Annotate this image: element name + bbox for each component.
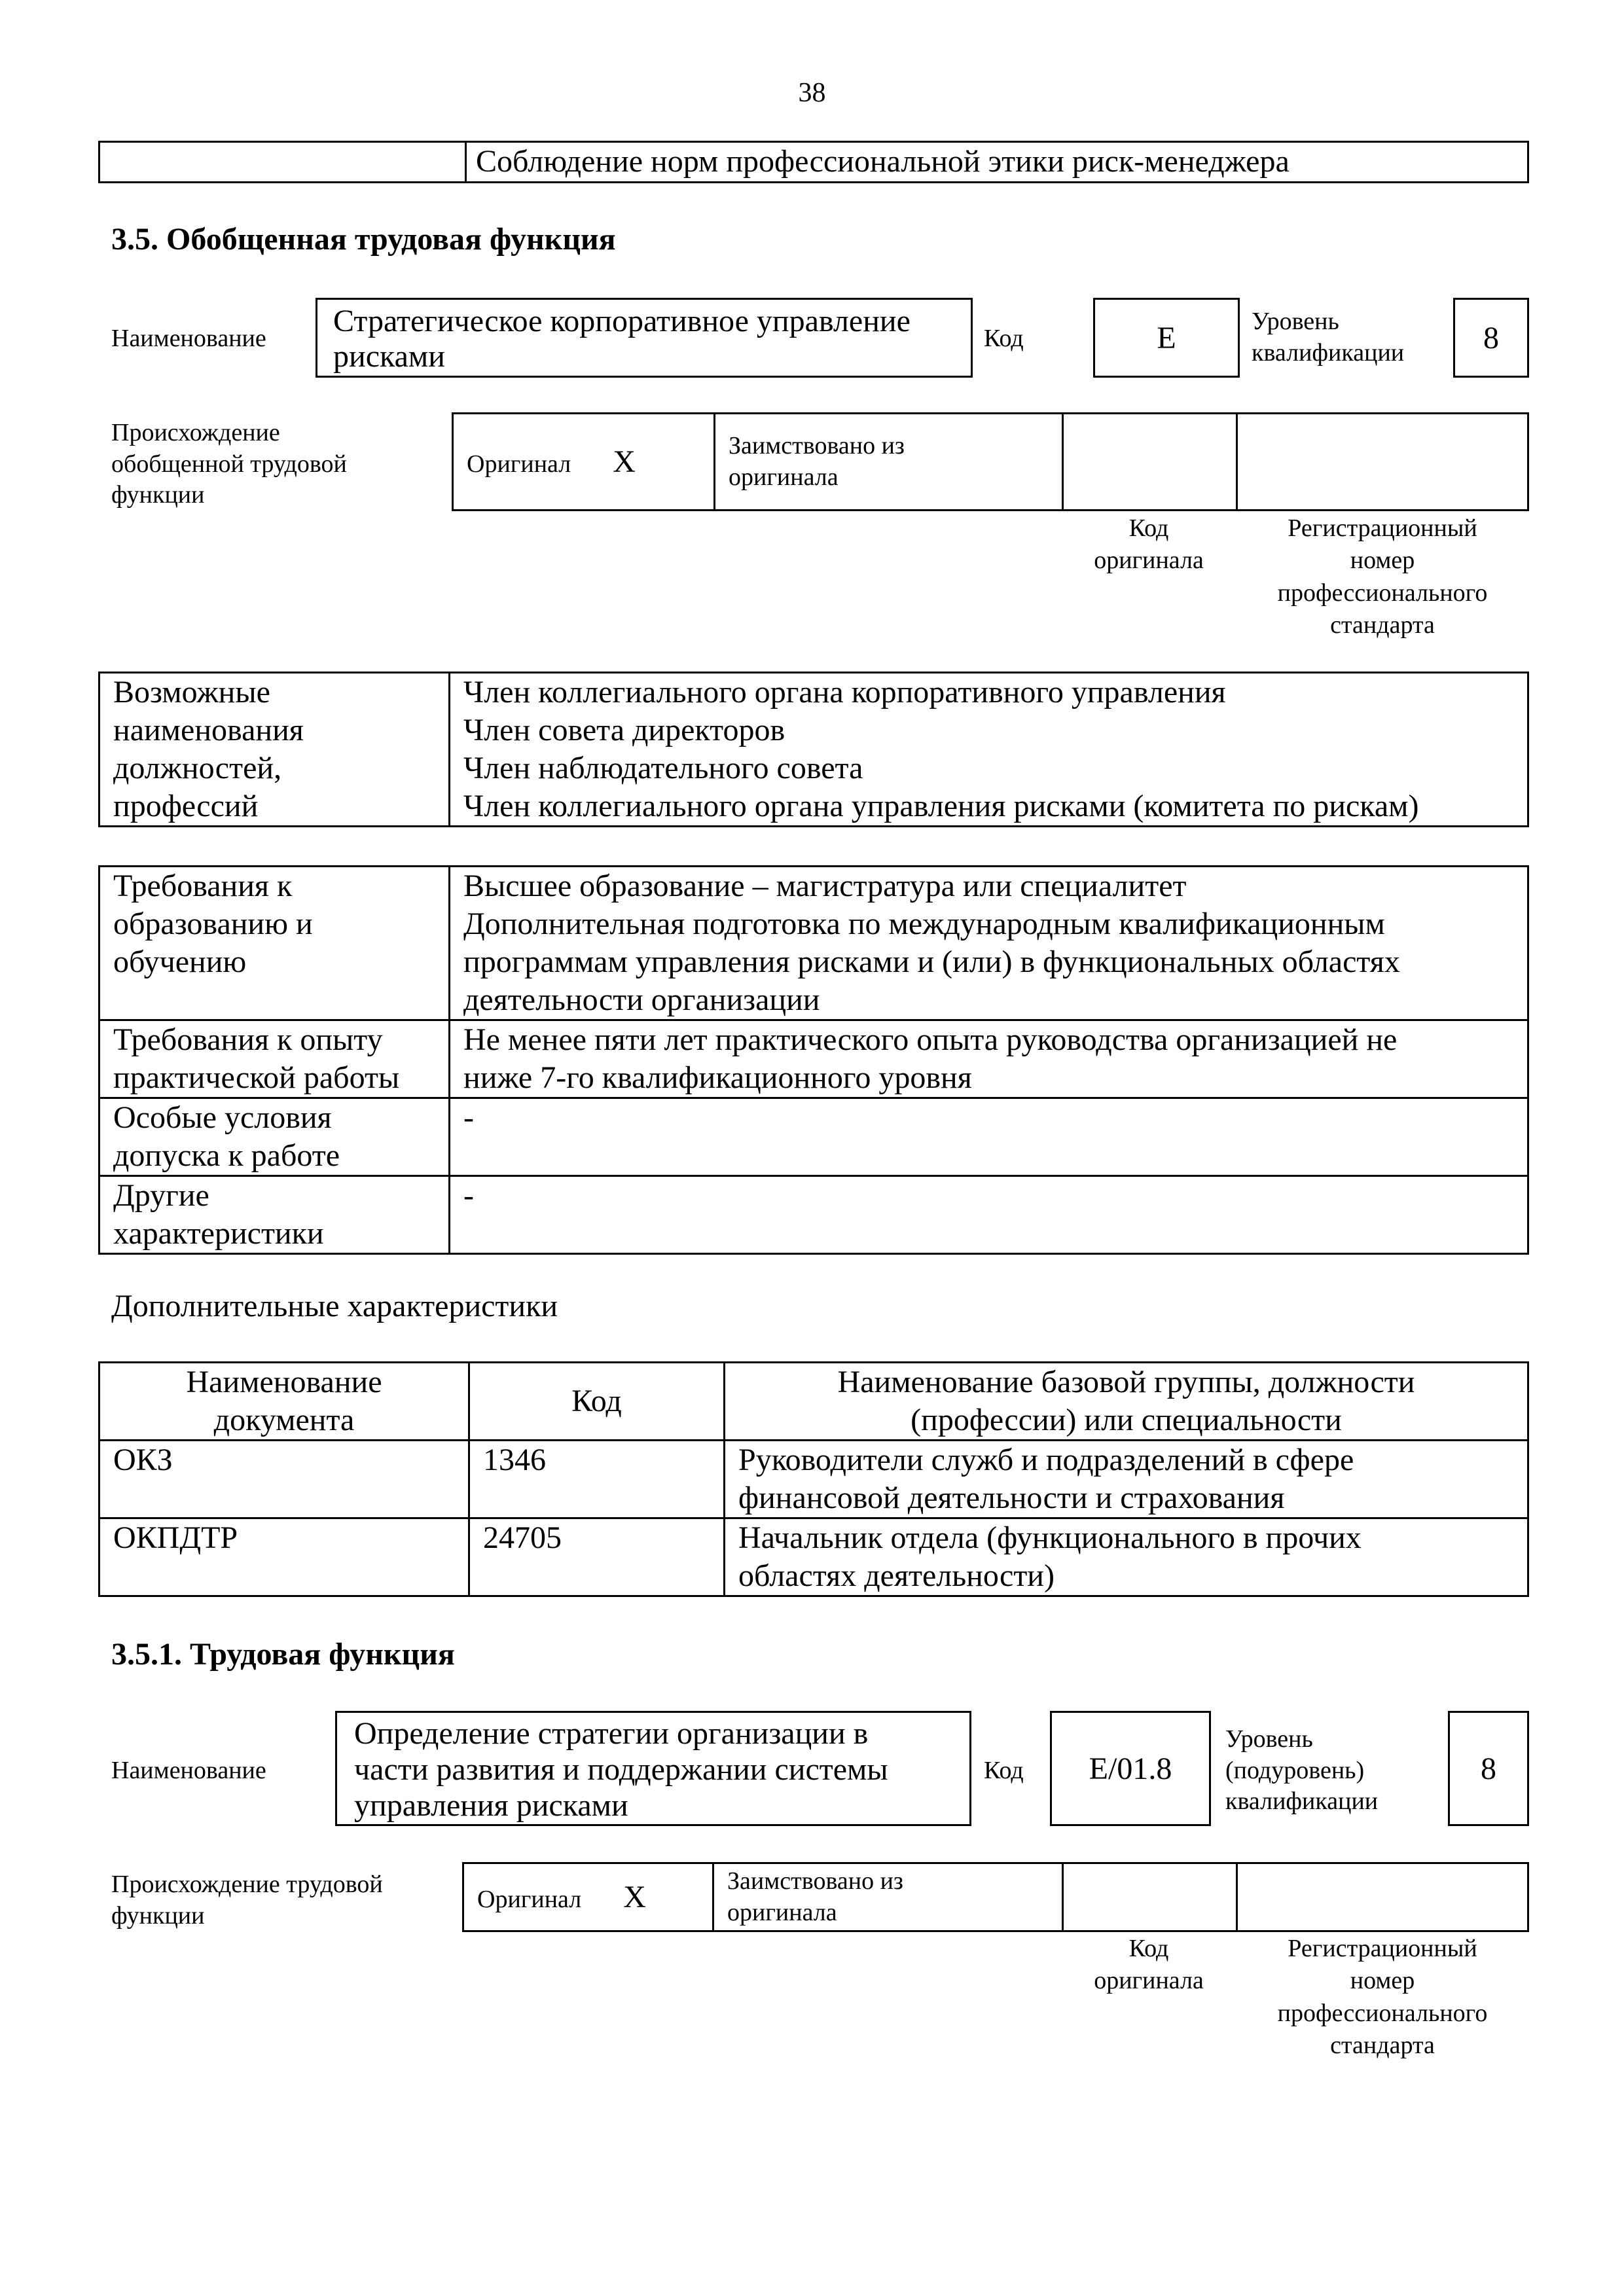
caption-reg-line-3: профессионального (1277, 579, 1488, 607)
tf-caption-code-line-2: оригинала (1094, 1967, 1204, 1995)
level-box: 8 (1453, 298, 1529, 378)
tf-original-label: Оригинал (477, 1885, 582, 1913)
page-number: 38 (798, 78, 826, 108)
tf-level-label (1225, 1724, 1378, 1818)
position-item: Член наблюдательного совета (463, 751, 863, 785)
row-group-line-2: финансовой деятельности и страхования (738, 1480, 1285, 1515)
table-row (99, 1518, 1528, 1596)
row-code: 24705 (469, 1518, 725, 1596)
original-label: Оригинал (467, 450, 571, 478)
row-group-line-2: областях деятельности) (738, 1558, 1055, 1593)
caption-reg-line-4: стандарта (1330, 611, 1435, 639)
row-group-line-1: Начальник отдела (функционального в прочих (738, 1520, 1362, 1555)
header-document-line-2: документа (213, 1403, 355, 1437)
original-cell (453, 414, 715, 511)
experience-line-1: Не менее пяти лет практического опыта руководства организацией не (463, 1022, 1398, 1057)
caption-code-line-2: оригинала (1094, 547, 1204, 575)
tf-caption-reg-line-2: номер (1350, 1967, 1415, 1995)
tf-caption-original-code (1062, 1933, 1236, 1998)
experience-value-cell (450, 1020, 1528, 1098)
origin-label-line-2: обобщенной трудовой (111, 450, 347, 478)
tf-name-line-2: части развития и поддержании системы (354, 1752, 888, 1787)
header-group-line-1: Наименование базовой группы, должности (837, 1365, 1415, 1399)
tf-code-label: Код (984, 1757, 1024, 1784)
positions-label-cell (99, 673, 450, 827)
positions-label-line-3: должностей, (113, 751, 282, 785)
continuation-table (98, 141, 1529, 183)
additional-table (98, 1361, 1529, 1597)
level-label-line-2: квалификации (1252, 338, 1405, 367)
experience-label-cell (99, 1020, 450, 1098)
tf-original-mark: X (623, 1879, 646, 1914)
borrowed-line-1: Заимствовано из (729, 432, 905, 459)
positions-label-line-1: Возможные (113, 675, 270, 709)
code-label: Код (984, 325, 1024, 352)
row-document: ОКЗ (99, 1441, 469, 1518)
tf-name-box (335, 1711, 971, 1826)
tf-registration-number-cell (1237, 1863, 1528, 1931)
education-line-4: деятельности организации (463, 982, 820, 1017)
header-document-line-1: Наименование (186, 1365, 382, 1399)
row-document: ОКПДТР (99, 1518, 469, 1596)
original-code-cell (1063, 414, 1237, 511)
tf-origin-label (111, 1869, 383, 1931)
row-group-cell (725, 1518, 1528, 1596)
tf-name-line-3: управления рисками (354, 1788, 628, 1823)
origin-label-line-1: Происхождение (111, 419, 280, 446)
caption-code-line-1: Код (1128, 514, 1169, 542)
other-characteristics-value: - (450, 1176, 1528, 1254)
row-code: 1346 (469, 1441, 725, 1518)
name-label: Наименование (111, 325, 266, 352)
special-conditions-value: - (450, 1098, 1528, 1176)
education-line-2: Дополнительная подготовка по международным квалификационным (463, 906, 1385, 941)
tf-original-code-cell (1063, 1863, 1237, 1931)
tf-caption-code-line-1: Код (1128, 1935, 1169, 1962)
tf-borrowed-line-1: Заимствовано из (727, 1867, 903, 1895)
registration-number-cell (1237, 414, 1528, 511)
other-label-line-2: характеристики (113, 1216, 324, 1251)
tf-caption-reg-line-1: Регистрационный (1288, 1935, 1477, 1962)
continuation-text: Соблюдение норм профессиональной этики риск-менеджера (466, 142, 1528, 183)
origin-label-line-3: функции (111, 481, 205, 509)
positions-list-cell (450, 673, 1528, 827)
education-value-cell (450, 867, 1528, 1020)
continuation-empty-cell (99, 142, 466, 183)
education-label-line-2: образованию и (113, 906, 313, 941)
requirements-table (98, 865, 1529, 1255)
name-line-2: рисками (333, 339, 445, 374)
tf-caption-reg-line-4: стандарта (1330, 2032, 1435, 2060)
header-code: Код (469, 1363, 725, 1441)
experience-label-line-2: практической работы (113, 1060, 400, 1095)
name-box (316, 298, 973, 378)
tf-caption-registration-number (1236, 1933, 1529, 2062)
education-label-line-3: обучению (113, 944, 247, 979)
tf-origin-label-line-1: Происхождение трудовой (111, 1871, 383, 1898)
level-label-line-1: Уровень (1252, 308, 1339, 335)
tf-borrowed-cell (713, 1863, 1063, 1931)
special-conditions-label-cell (99, 1098, 450, 1176)
tf-name-line-1: Определение стратегии организации в (354, 1716, 869, 1751)
borrowed-line-2: оригинала (729, 463, 839, 491)
caption-reg-line-2: номер (1350, 547, 1415, 575)
position-item: Член коллегиального органа корпоративного управления (463, 675, 1226, 709)
caption-registration-number (1236, 512, 1529, 642)
header-document-cell (99, 1363, 469, 1441)
code-box: E (1093, 298, 1240, 378)
level-label (1252, 306, 1404, 368)
positions-table (98, 672, 1529, 827)
special-label-line-1: Особые условия (113, 1100, 332, 1135)
name-line-1: Стратегическое корпоративное управление (333, 304, 911, 338)
row-group-cell (725, 1441, 1528, 1518)
position-item: Член совета директоров (463, 713, 785, 747)
tf-original-cell (463, 1863, 713, 1931)
borrowed-cell (715, 414, 1063, 511)
special-label-line-2: допуска к работе (113, 1138, 340, 1173)
position-item: Член коллегиального органа управления рисками (комитета по рискам) (463, 789, 1419, 823)
education-line-3: программам управления рисками и (или) в функциональных областях (463, 944, 1400, 979)
experience-line-2: ниже 7-го квалификационного уровня (463, 1060, 972, 1095)
header-group-line-2: (профессии) или специальности (911, 1403, 1342, 1437)
tf-level-label-line-1: Уровень (1225, 1725, 1313, 1753)
tf-caption-reg-line-3: профессионального (1277, 1999, 1488, 2027)
section-3-5-title: 3.5. Обобщенная трудовая функция (111, 222, 616, 257)
positions-label-line-2: наименования (113, 713, 304, 747)
positions-label-line-4: профессий (113, 789, 259, 823)
tf-borrowed-line-2: оригинала (727, 1898, 837, 1926)
tf-code-box: E/01.8 (1050, 1711, 1211, 1826)
education-line-1: Высшее образование – магистратура или специалитет (463, 869, 1187, 903)
caption-original-code (1062, 512, 1236, 577)
original-mark: X (613, 444, 636, 479)
section-3-5-1-title: 3.5.1. Трудовая функция (111, 1637, 455, 1672)
additional-title: Дополнительные характеристики (111, 1289, 558, 1323)
table-row (99, 1441, 1528, 1518)
header-group-cell (725, 1363, 1528, 1441)
origin-label (111, 418, 347, 511)
tf-level-label-line-3: квалификации (1225, 1787, 1379, 1815)
tf-name-label: Наименование (111, 1757, 266, 1784)
experience-label-line-1: Требования к опыту (113, 1022, 383, 1057)
tf-origin-label-line-2: функции (111, 1901, 205, 1929)
tf-level-box: 8 (1448, 1711, 1529, 1826)
education-label-cell (99, 867, 450, 1020)
caption-reg-line-1: Регистрационный (1288, 514, 1477, 542)
other-label-line-1: Другие (113, 1178, 209, 1213)
education-label-line-1: Требования к (113, 869, 293, 903)
row-group-line-1: Руководители служб и подразделений в сфере (738, 1443, 1354, 1477)
tf-origin-table (462, 1862, 1529, 1932)
tf-level-label-line-2: (подуровень) (1225, 1756, 1365, 1784)
origin-table (452, 412, 1529, 511)
other-characteristics-label-cell (99, 1176, 450, 1254)
